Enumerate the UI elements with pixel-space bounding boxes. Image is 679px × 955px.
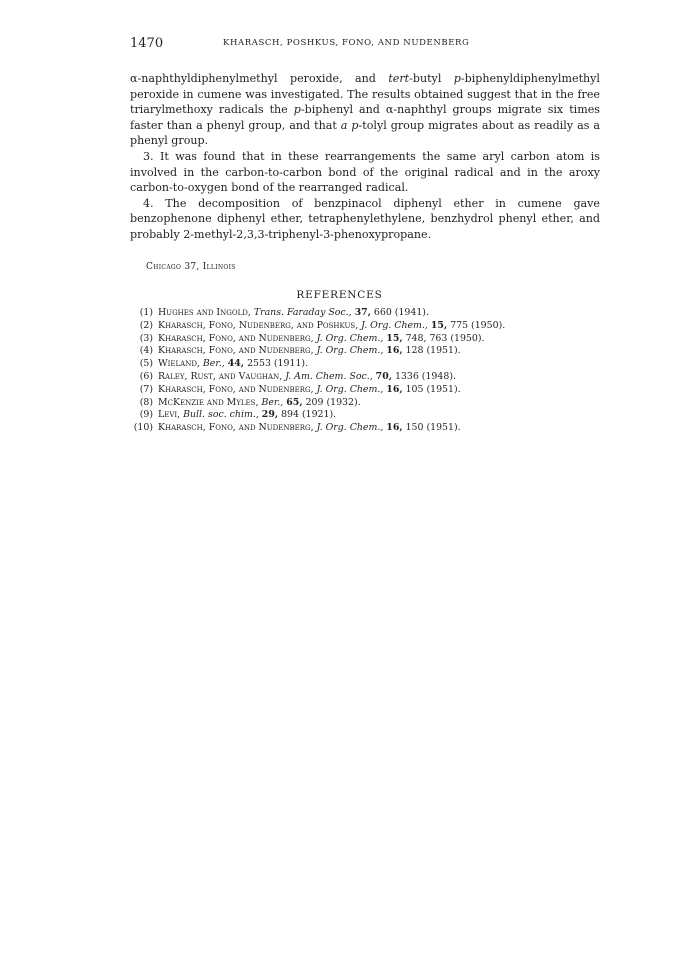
ref-pages-year: 1336 (1948). bbox=[394, 370, 456, 382]
ref-journal: J. Org. Chem., bbox=[316, 422, 384, 434]
ref-authors: Wieland, bbox=[158, 358, 200, 370]
ref-volume: 37, bbox=[354, 307, 371, 318]
ref-journal: Trans. Faraday Soc., bbox=[253, 307, 352, 318]
ref-volume: 29, bbox=[261, 409, 279, 421]
running-head: KHARASCH, POSHKUS, FONO, AND NUDENBERG bbox=[223, 38, 470, 48]
ref-volume: 44, bbox=[227, 358, 245, 370]
italic-tert: tert bbox=[388, 72, 410, 85]
ref-authors: Kharasch, Fono, and Nudenberg, bbox=[158, 383, 314, 395]
reference-item: (4) Kharasch, Fono, and Nudenberg, J. Org. Chem., 16, 128 (1951). bbox=[139, 345, 461, 357]
reference-item: (10) Kharasch, Fono, and Nudenberg, J. Org. Chem., 16, 150 (1951). bbox=[133, 422, 461, 434]
ref-authors: Kharasch, Fono, and Nudenberg, bbox=[158, 345, 314, 357]
references-heading: REFERENCES bbox=[296, 289, 383, 301]
ref-pages-year: 2553 (1911). bbox=[247, 358, 309, 370]
ref-pages-year: 209 (1932). bbox=[305, 396, 361, 408]
ref-authors: Kharasch, Fono, and Nudenberg, bbox=[158, 332, 314, 344]
summary-item-3: 3. It was found that in these rearrangements the same aryl carbon atom is involved in the carbon-to-carbon bond of the original radical and in the aroxy carbon-to-oxygen bond of the rearranged radical. bbox=[130, 149, 600, 195]
ref-volume: 65, bbox=[286, 396, 303, 408]
ref-volume: 16, bbox=[386, 345, 403, 357]
ref-journal: J. Org. Chem., bbox=[316, 332, 384, 344]
reference-item: (7) Kharasch, Fono, and Nudenberg, J. Org. Chem., 16, 105 (1951). bbox=[139, 383, 461, 395]
reference-item: (5) Wieland, Ber., 44, 2553 (1911). bbox=[139, 358, 309, 370]
reference-item: (3) Kharasch, Fono, and Nudenberg, J. Org. Chem., 15, 748, 763 (1950). bbox=[139, 332, 485, 344]
reference-item: (8) McKenzie and Myles, Ber., 65, 209 (1932). bbox=[139, 396, 361, 408]
ref-authors: Kharasch, Fono, and Nudenberg, bbox=[158, 422, 314, 434]
page-number: 1470 bbox=[130, 36, 164, 51]
summary-body bbox=[130, 71, 600, 243]
italic-a: a bbox=[340, 118, 348, 132]
ref-journal: Bull. soc. chim., bbox=[183, 409, 259, 421]
ref-journal: Ber., bbox=[202, 358, 225, 370]
references-list bbox=[133, 307, 603, 435]
ref-journal: J. Org. Chem., bbox=[316, 383, 384, 395]
reference-item: (6) Raley, Rust, and Vaughan, J. Am. Chem. Soc., 70, 1336 (1948). bbox=[139, 370, 456, 382]
ref-journal: J. Org. Chem., bbox=[361, 319, 428, 331]
ref-authors: Hughes and Ingold, bbox=[158, 307, 251, 318]
ref-pages-year: 775 (1950). bbox=[450, 319, 506, 331]
reference-item: (9) Levi, Bull. soc. chim., 29, 894 (1921). bbox=[139, 409, 337, 421]
summary-item-continued: α-naphthyldiphenylmethyl peroxide, and tert-butyl p-biphenyldiphenylmethyl peroxide in cumene was investigated. The results obtained suggest that in the free triarylmethoxy radicals the p-biphenyl and α-naphthyl groups migrate six times faster than a phenyl group, and that a p-tolyl group migrates about as readily as a phenyl group. bbox=[130, 72, 600, 148]
signoff-location: Chicago 37, Illinois bbox=[146, 262, 236, 272]
ref-volume: 70, bbox=[375, 370, 392, 382]
ref-volume: 16, bbox=[386, 422, 403, 434]
ref-authors: McKenzie and Myles, bbox=[158, 396, 259, 408]
ref-journal: J. Org. Chem., bbox=[316, 345, 384, 357]
ref-volume: 15, bbox=[430, 319, 448, 331]
ref-volume: 15, bbox=[386, 332, 403, 344]
ref-pages-year: 660 (1941). bbox=[373, 307, 429, 318]
italic-p: p bbox=[453, 72, 461, 85]
summary-item-4: 4. The decomposition of benzpinacol diphenyl ether in cumene gave benzophenone diphenyl ether, tetraphenylethylene, benzhydrol phenyl ether, and probably 2-methyl-2,3,3-triphenyl-3-phenoxypropane. bbox=[130, 196, 600, 241]
reference-item: (2) Kharasch, Fono, Nudenberg, and Poshkus, J. Org. Chem., 15, 775 (1950). bbox=[139, 319, 506, 331]
page-header bbox=[130, 36, 600, 54]
ref-authors: Kharasch, Fono, Nudenberg, and Poshkus, bbox=[158, 319, 359, 331]
ref-volume: 16, bbox=[386, 383, 403, 395]
ref-journal: Ber., bbox=[261, 396, 284, 408]
italic-p: p bbox=[351, 118, 359, 132]
ref-authors: Levi, bbox=[158, 409, 181, 421]
italic-p: p bbox=[293, 103, 301, 117]
ref-journal: J. Am. Chem. Soc., bbox=[285, 370, 373, 382]
ref-pages-year: 105 (1951). bbox=[405, 383, 461, 395]
ref-pages-year: 150 (1951). bbox=[405, 422, 461, 434]
ref-pages-year: 748, 763 (1950). bbox=[405, 332, 485, 344]
reference-item: (1) Hughes and Ingold, Trans. Faraday Soc., 37, 660 (1941). bbox=[139, 307, 429, 318]
ref-pages-year: 128 (1951). bbox=[405, 345, 461, 357]
ref-authors: Raley, Rust, and Vaughan, bbox=[158, 370, 283, 382]
ref-pages-year: 894 (1921). bbox=[281, 409, 337, 421]
